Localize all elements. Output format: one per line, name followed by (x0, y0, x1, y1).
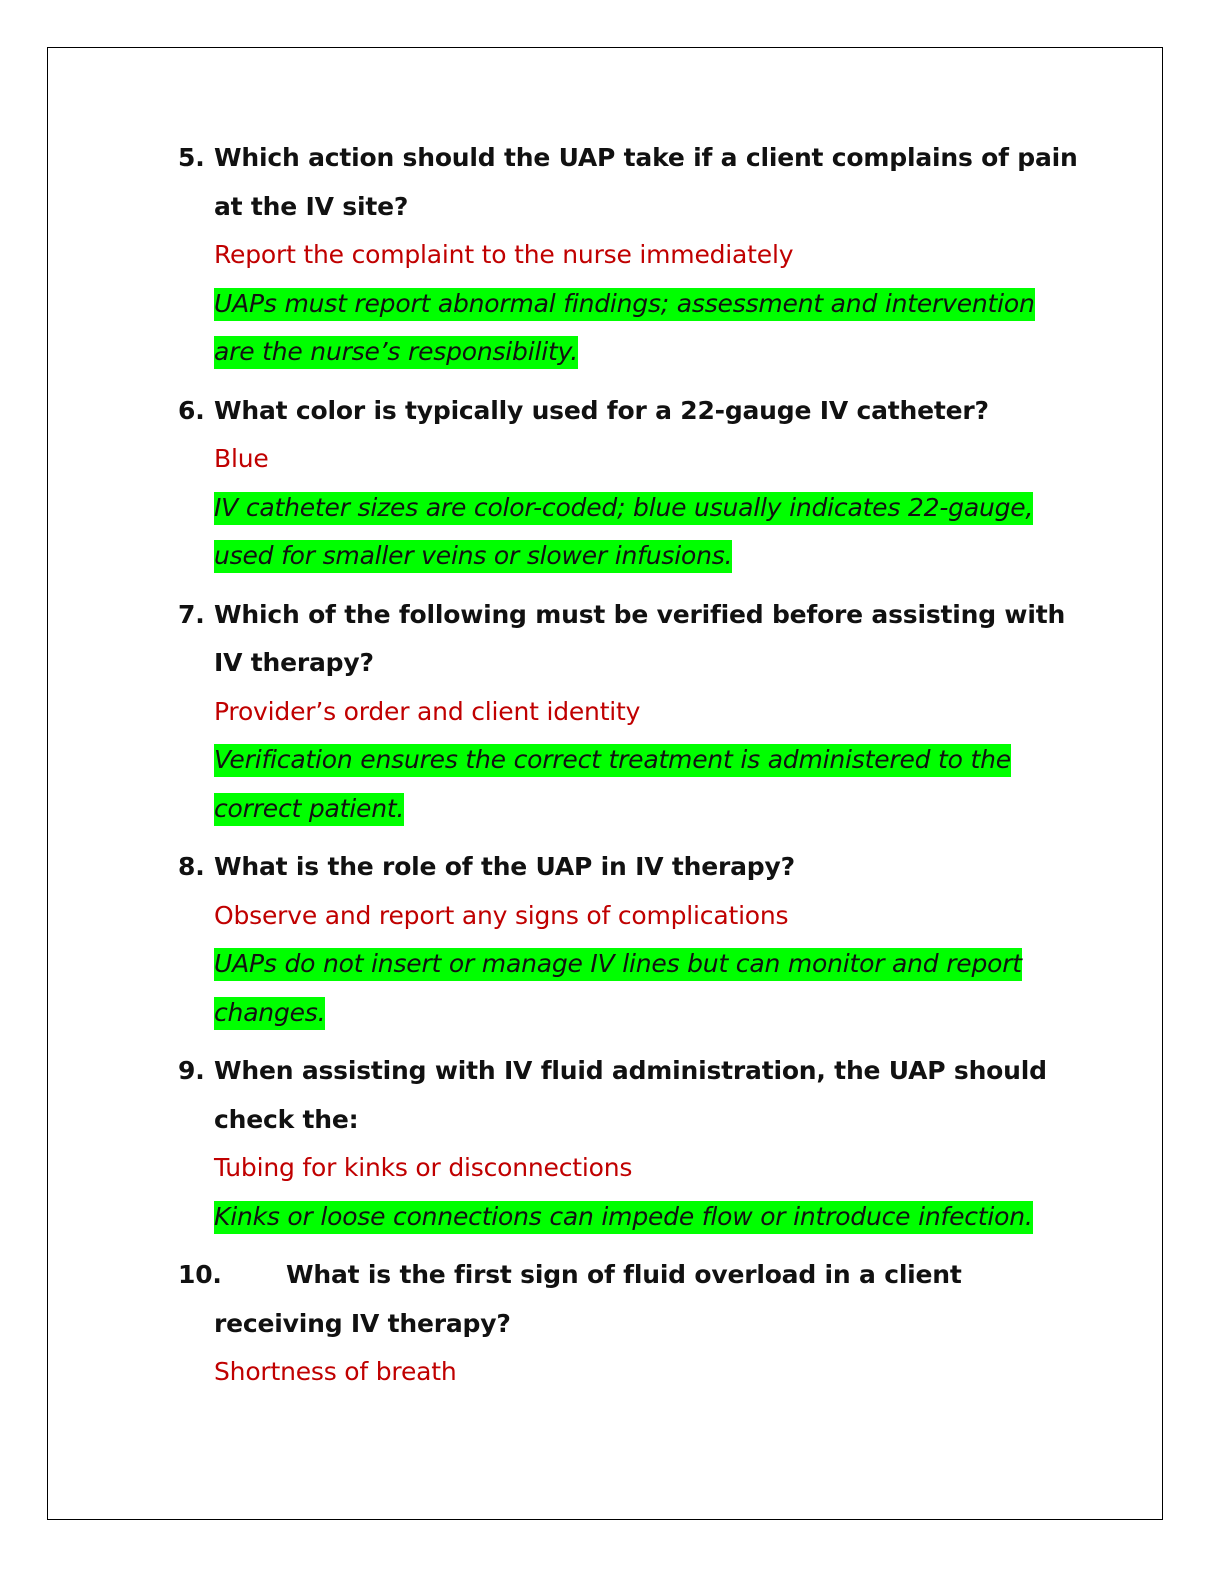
question-line (178, 1251, 1078, 1348)
question-item-9 (178, 1047, 1078, 1241)
document-body (178, 134, 1078, 1407)
explanation (178, 736, 1078, 833)
question-text: What is the first sign of fluid overload in a client receiving IV therapy? (214, 1260, 962, 1338)
question-line (178, 134, 1078, 231)
explanation (178, 280, 1078, 377)
question-text: What color is typically used for a 22-gauge IV catheter? (214, 395, 989, 425)
question-item-7 (178, 591, 1078, 834)
answer-text: Observe and report any signs of complications (214, 900, 789, 930)
explanation (178, 1193, 1078, 1242)
question-number: 7. (178, 599, 205, 629)
question-text: What is the role of the UAP in IV therapy? (214, 852, 795, 881)
question-number: 9. (178, 1056, 205, 1085)
question-item-5 (178, 134, 1078, 377)
question-number: 5. (178, 143, 205, 172)
answer-text: Tubing for kinks or disconnections (214, 1153, 633, 1182)
explanation-text: UAPs must report abnormal findings; assessment and intervention are the nurse’s responsibility. (214, 288, 1035, 370)
question-number: 10. (178, 1260, 222, 1289)
question-item-6 (178, 387, 1078, 581)
question-line (178, 1047, 1078, 1144)
explanation-text: UAPs do not insert or manage IV lines but can monitor and report changes. (214, 948, 1022, 1030)
answer-text: Report the complaint to the nurse immediately (214, 240, 794, 269)
question-number: 8. (178, 852, 205, 881)
explanation (178, 484, 1078, 581)
question-line (178, 591, 1078, 688)
explanation-text: Kinks or loose connections can impede flow or introduce infection. (214, 1201, 1033, 1234)
question-item-8 (178, 843, 1078, 1037)
explanation (178, 940, 1078, 1037)
question-item-10 (178, 1251, 1078, 1397)
question-text: When assisting with IV fluid administration, the UAP should check the: (214, 1056, 1047, 1134)
question-line (178, 843, 1078, 892)
question-text: Which of the following must be verified before assisting with IV therapy? (214, 599, 1066, 677)
question-number: 6. (178, 395, 205, 425)
question-line (178, 387, 1078, 436)
explanation-text: IV catheter sizes are color-coded; blue usually indicates 22-gauge, used for smaller veins or slower infusions. (214, 492, 1033, 574)
explanation-text: Verification ensures the correct treatment is administered to the correct patient. (214, 744, 1011, 826)
answer-text: Shortness of breath (214, 1357, 457, 1386)
answer-text: Provider’s order and client identity (214, 696, 641, 726)
question-text: Which action should the UAP take if a client complains of pain at the IV site? (214, 143, 1078, 221)
answer-text: Blue (214, 444, 269, 473)
